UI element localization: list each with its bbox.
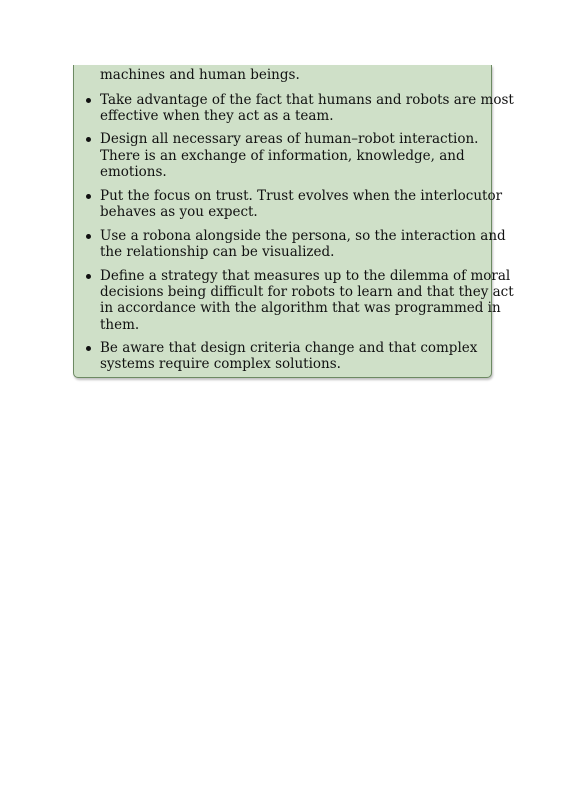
bullet-dot xyxy=(86,234,91,239)
bullet-text-line: Define a strategy that measures up to the dilemma of moral xyxy=(100,268,511,284)
bullet-text-line: Take advantage of the fact that humans and robots are most xyxy=(100,92,514,108)
bullet-dot xyxy=(86,137,91,142)
bullet-text-line: Design all necessary areas of human–robot interaction. xyxy=(100,131,479,147)
bullet-text-line: Put the focus on trust. Trust evolves when the interlocutor xyxy=(100,188,503,204)
bullet-text-line: There is an exchange of information, knowledge, and xyxy=(100,148,465,164)
bullet-text-line: Use a robona alongside the persona, so the interaction and xyxy=(100,228,506,244)
bullet-text-line: the relationship can be visualized. xyxy=(100,244,335,260)
bullet-dot xyxy=(86,274,91,279)
bullet-dot xyxy=(86,194,91,199)
bullet-text-line: them. xyxy=(100,317,140,333)
bullet-text-line: Be aware that design criteria change and that complex xyxy=(100,340,478,356)
bullet-text-line: in accordance with the algorithm that was programmed in xyxy=(100,300,501,316)
bullet-text-line: systems require complex solutions. xyxy=(100,356,341,372)
bullet-text-line: behaves as you expect. xyxy=(100,204,258,220)
bullet-dot xyxy=(86,346,91,351)
bullet-text-line: emotions. xyxy=(100,164,167,180)
bullet-dot xyxy=(86,98,91,103)
bullet-text-line: machines and human beings. xyxy=(100,67,300,83)
bullet-text-line: effective when they act as a team. xyxy=(100,108,334,124)
bullet-text-line: decisions being difficult for robots to learn and that they act xyxy=(100,284,514,300)
